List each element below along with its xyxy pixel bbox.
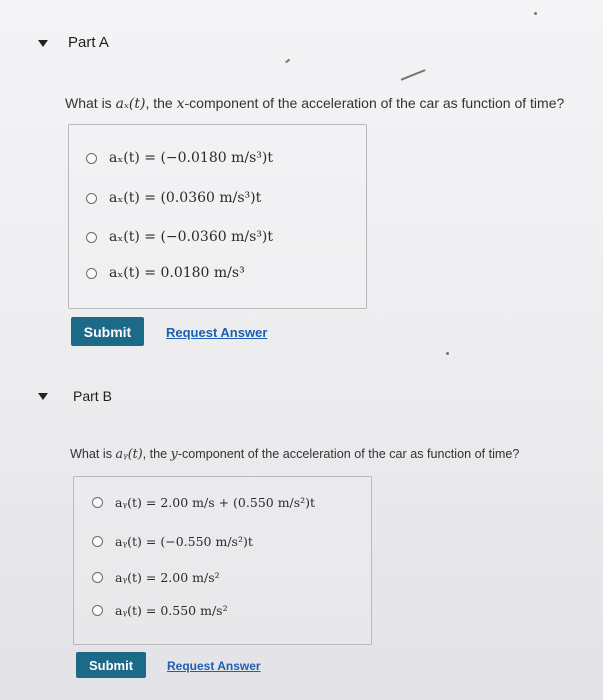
choice-label: aᵧ(t) = 2.00 m/s² [115,570,220,585]
radio-button[interactable] [92,497,103,508]
choice-item[interactable] [92,495,315,510]
question-symbol: aᵧ(t) [115,446,143,461]
question-symbol: aₓ(t) [115,96,146,112]
question-text: -component of the acceleration of the car as function of time? [184,95,565,111]
radio-button[interactable] [86,232,97,243]
question-text: -component of the acceleration of the car as function of time? [177,447,520,461]
choice-label: aₓ(t) = (−0.0180 m/s³)t [109,150,273,166]
choice-item[interactable] [92,603,228,618]
choice-label: aₓ(t) = 0.0180 m/s³ [109,265,245,281]
radio-button[interactable] [92,536,103,547]
question-text: What is [70,447,116,461]
stray-mark [285,59,290,63]
radio-button[interactable] [92,605,103,616]
request-answer-link[interactable]: Request Answer [167,659,261,673]
question-text: What is [65,95,116,111]
radio-button[interactable] [86,153,97,164]
part-a-title[interactable]: Part A [68,34,109,51]
question-component: y [170,446,178,461]
choice-label: aₓ(t) = (0.0360 m/s³)t [109,190,262,206]
choice-item[interactable] [92,534,253,549]
stray-mark [446,352,449,355]
choice-label: aᵧ(t) = 0.550 m/s² [115,603,228,618]
radio-button[interactable] [86,268,97,279]
choice-label: aₓ(t) = (−0.0360 m/s³)t [109,229,273,245]
part-b-question [70,446,519,461]
choice-label: aᵧ(t) = 2.00 m/s + (0.550 m/s²)t [115,495,316,510]
collapse-toggle-icon[interactable] [38,393,48,400]
submit-button[interactable]: Submit [76,652,146,678]
choice-item[interactable] [86,150,273,166]
question-component: x [176,96,185,112]
request-answer-link[interactable]: Request Answer [166,325,268,340]
choice-label: aᵧ(t) = (−0.550 m/s²)t [115,534,253,549]
choice-item[interactable] [86,190,261,206]
choice-item[interactable] [86,265,245,281]
stray-mark [401,69,426,80]
radio-button[interactable] [92,572,103,583]
part-b-title[interactable]: Part B [73,388,112,404]
collapse-toggle-icon[interactable] [38,40,48,47]
choice-item[interactable] [86,229,273,245]
stray-mark [534,12,537,15]
question-text: , the [145,95,177,111]
choice-item[interactable] [92,570,220,585]
radio-button[interactable] [86,193,97,204]
part-a-question [65,95,564,112]
submit-button[interactable]: Submit [71,317,144,346]
question-text: , the [142,447,171,461]
